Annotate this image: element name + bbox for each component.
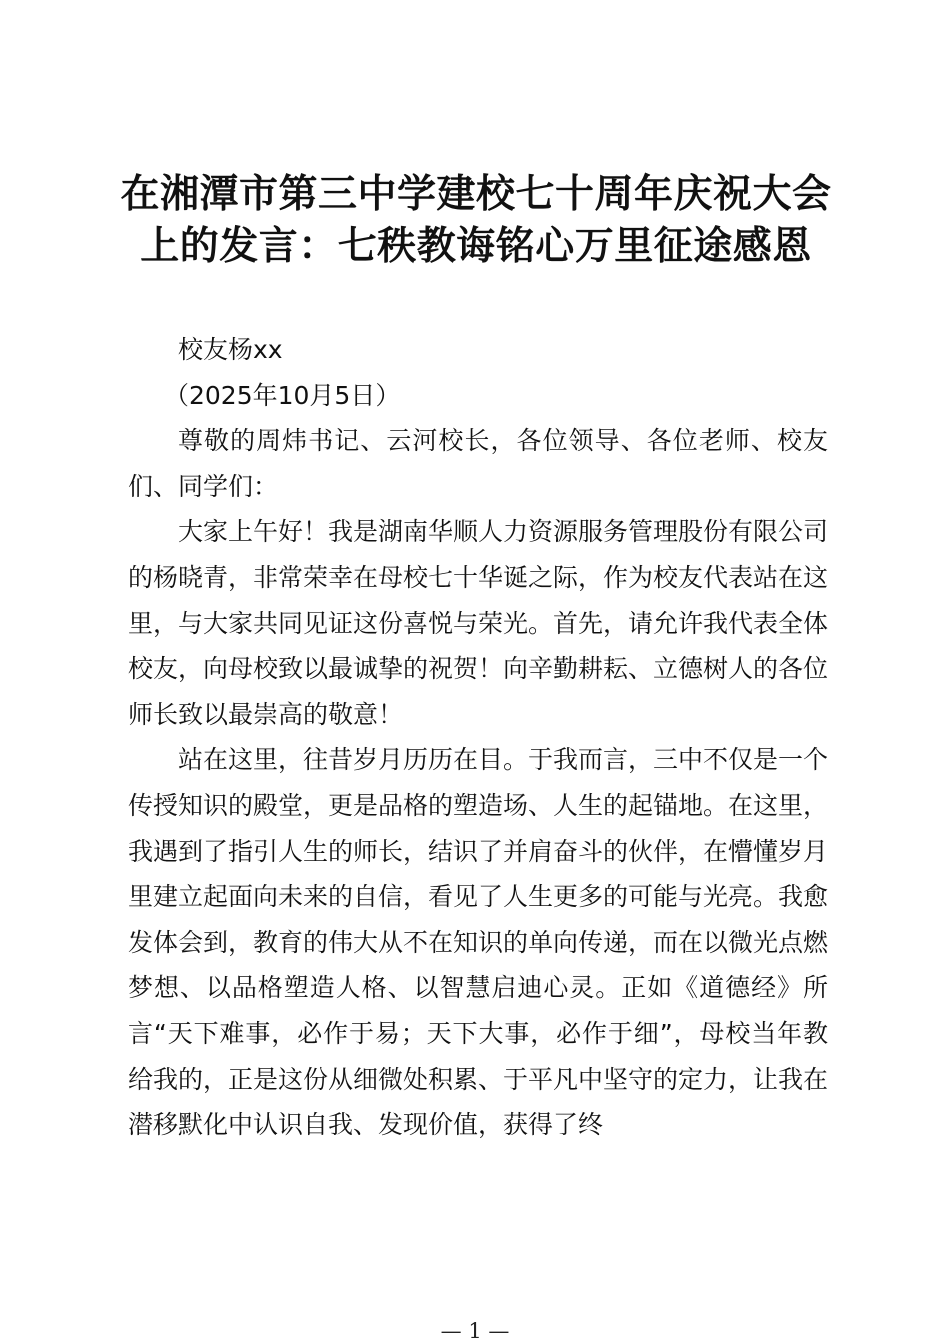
page-number: — 1 — [440,1319,510,1343]
document-body [128,327,828,1148]
salutation-paragraph: 尊敬的周炜书记、云河校长，各位领导、各位老师、校友们、同学们： [128,426,828,501]
author-line: 校友杨xx [178,335,283,364]
body-paragraph: 站在这里，往昔岁月历历在目。于我而言，三中不仅是一个传授知识的殿堂，更是品格的塑造场、人生的起锚地。在这里，我遇到了指引人生的师长，结识了并肩奋斗的伙伴，在懵懂岁月里建立起面向未来的自信，看见了人生更多的可能与光亮。我愈发体会到，教育的伟大从不在知识的单向传递，而在以微光点燃梦想、以品格塑造人格、以智慧启迪心灵。正如《道德经》所言“天下难事，必作于易；天下大事，必作于细”，母校当年教给我的，正是这份从细微处积累、于平凡中坚守的定力，让我在潜移默化中认识自我、发现价值，获得了终 [128,745,829,1140]
document-title: 在湘潭市第三中学建校七十周年庆祝大会上的发言：七秩教诲铭心万里征途感恩 [120,171,832,269]
body-paragraph: 大家上午好！我是湖南华顺人力资源服务管理股份有限公司的杨晓青，非常荣幸在母校七十华诞之际，作为校友代表站在这里，与大家共同见证这份喜悦与荣光。首先，请允许我代表全体校友，向母校致以最诚挚的祝贺！向辛勤耕耘、立德树人的各位师长致以最崇高的敬意！ [128,517,829,729]
date-line: （2025年10月5日） [164,380,401,410]
